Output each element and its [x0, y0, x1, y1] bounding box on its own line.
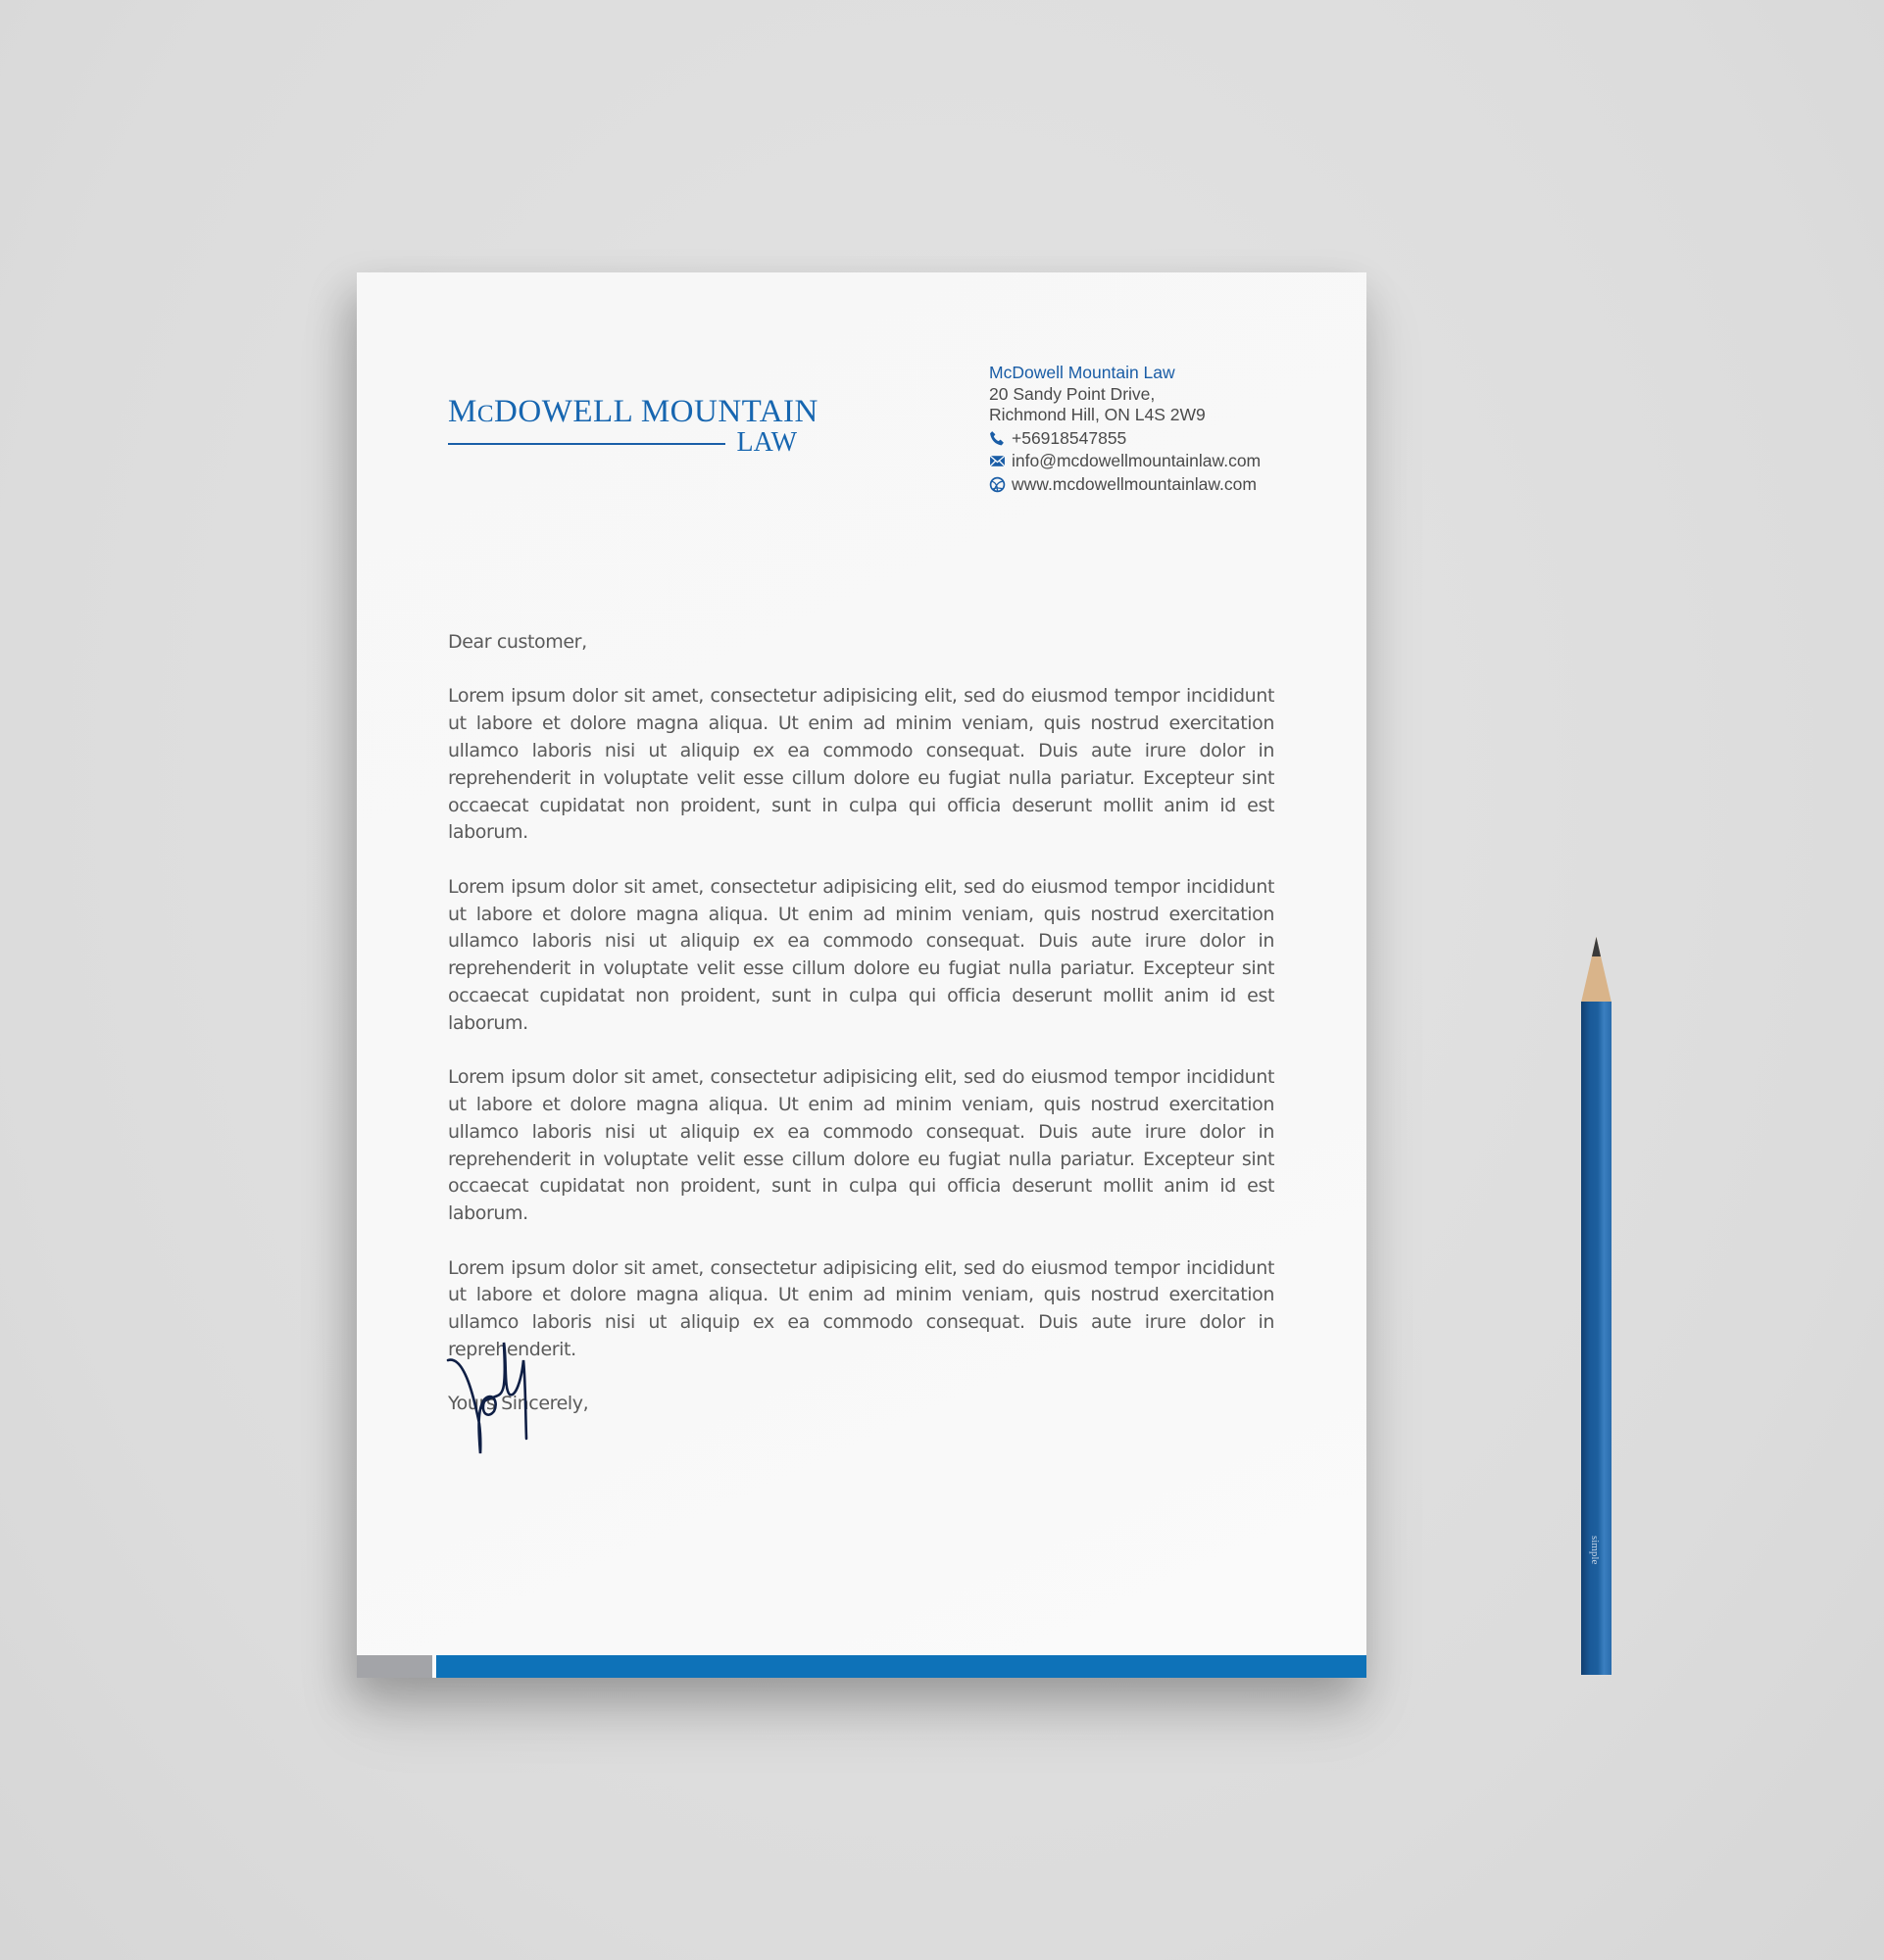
letter-body: [448, 629, 1274, 1446]
signature: [445, 1341, 568, 1458]
contact-block: [989, 363, 1261, 495]
globe-icon: [989, 476, 1006, 493]
address-line: 20 Sandy Point Drive,: [989, 383, 1156, 404]
company-logo: [448, 394, 818, 458]
firm-name: McDowell Mountain Law: [989, 363, 1175, 382]
pencil-label: simple: [1589, 1536, 1601, 1565]
logo-text: DOWELL MOUNTAIN: [494, 394, 818, 429]
pencil: [1581, 937, 1611, 1675]
email-row: [989, 451, 1261, 472]
mail-icon: [989, 453, 1006, 469]
address-line: Richmond Hill, ON L4S 2W9: [989, 405, 1206, 424]
phone-row: [989, 428, 1261, 450]
logo-text: M: [448, 394, 477, 429]
pencil-body: [1581, 1002, 1611, 1675]
paragraph: Lorem ipsum dolor sit amet, consectetur adipisicing elit, sed do eiusmod tempor incididunt ut labore et dolore magna aliqua. Ut enim ad minim veniam, quis nostrud exercitation ullamco laboris nisi ut aliquip ex ea commodo consequat. Duis aute irure dolor in reprehenderit in voluptate velit esse cillum dolore eu fugiat nulla pariatur. Excepteur sint occaecat cupidatat non proident, sunt in culpa qui officia deserunt mollit anim id est laborum.: [448, 1066, 1274, 1225]
paragraph: Lorem ipsum dolor sit amet, consectetur adipisicing elit, sed do eiusmod tempor incididunt ut labore et dolore magna aliqua. Ut enim ad minim veniam, quis nostrud exercitation ullamco laboris nisi ut aliquip ex ea commodo consequat. Duis aute irure dolor in reprehenderit in voluptate velit esse cillum dolore eu fugiat nulla pariatur. Excepteur sint occaecat cupidatat non proident, sunt in culpa qui officia deserunt mollit anim id est laborum.: [448, 685, 1274, 844]
closing: Yours Sincerely,: [448, 1393, 589, 1415]
logo-rule: [448, 443, 725, 445]
website-link[interactable]: www.mcdowellmountainlaw.com: [1012, 473, 1257, 494]
footer-bar-blue: [436, 1655, 1366, 1678]
website-row: [989, 474, 1261, 496]
logo-law-text: LAW: [736, 427, 797, 458]
paragraph: Lorem ipsum dolor sit amet, consectetur adipisicing elit, sed do eiusmod tempor incididunt ut labore et dolore magna aliqua. Ut enim ad minim veniam, quis nostrud exercitation ullamco laboris nisi ut aliquip ex ea commodo consequat. Duis aute irure dolor in reprehenderit.: [448, 1256, 1274, 1360]
logo-text: C: [476, 401, 495, 427]
phone-number: +56918547855: [1012, 427, 1127, 448]
footer-bar-gray: [357, 1655, 432, 1678]
greeting: Dear customer,: [448, 631, 587, 653]
letterhead-paper: [357, 272, 1366, 1678]
paragraph: Lorem ipsum dolor sit amet, consectetur adipisicing elit, sed do eiusmod tempor incididunt ut labore et dolore magna aliqua. Ut enim ad minim veniam, quis nostrud exercitation ullamco laboris nisi ut aliquip ex ea commodo consequat. Duis aute irure dolor in reprehenderit in voluptate velit esse cillum dolore eu fugiat nulla pariatur. Excepteur sint occaecat cupidatat non proident, sunt in culpa qui officia deserunt mollit anim id est laborum.: [448, 875, 1274, 1034]
phone-icon: [989, 430, 1006, 447]
email-link[interactable]: info@mcdowellmountainlaw.com: [1012, 451, 1262, 470]
pencil-tip-icon: [1581, 937, 1611, 1003]
